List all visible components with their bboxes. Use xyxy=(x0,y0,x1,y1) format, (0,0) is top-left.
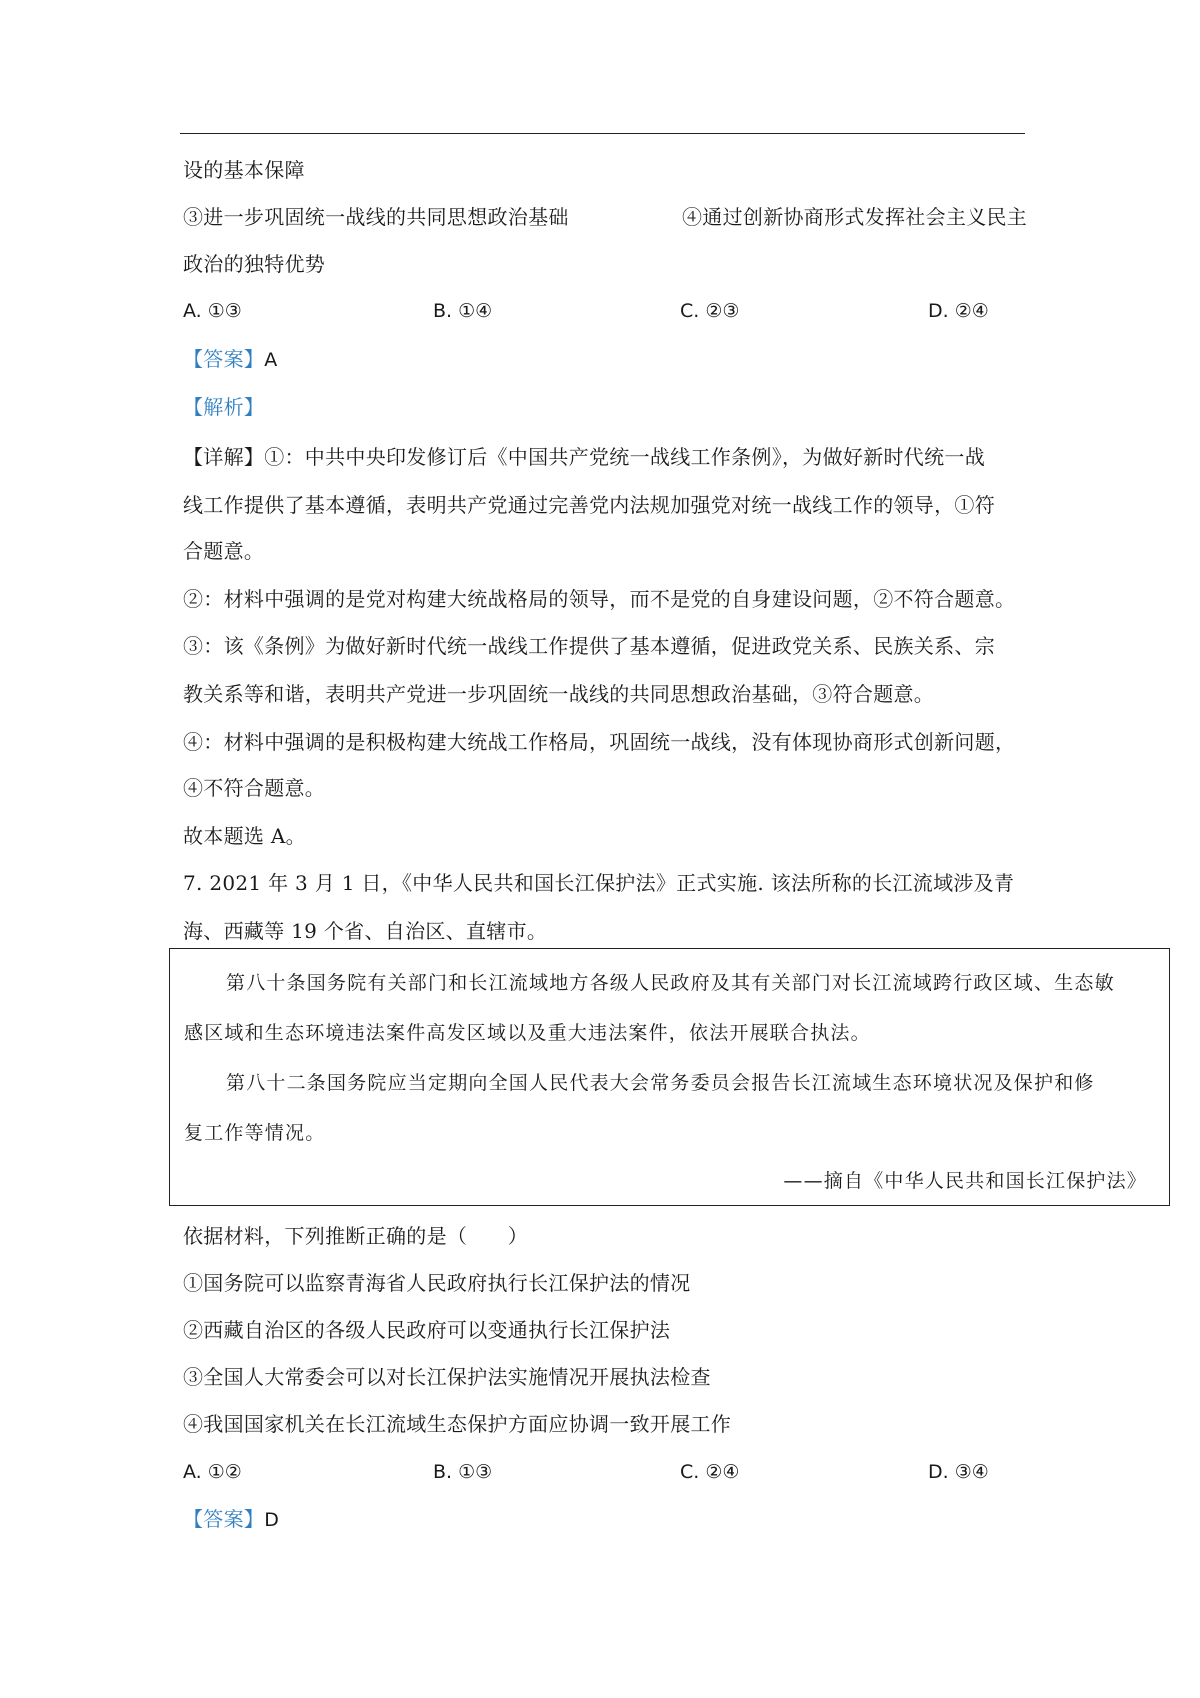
prev-option-3: ③进一步巩固统一战线的共同思想政治基础 xyxy=(183,205,569,229)
answer-tag: 【答案】 xyxy=(183,1507,265,1531)
q7-choice-a: A. ①② xyxy=(183,1461,242,1483)
detail-line-8: ④不符合题意。 xyxy=(183,776,326,800)
prev-choice-c: C. ②③ xyxy=(680,300,740,322)
q7-choice-d: D. ③④ xyxy=(928,1461,989,1483)
detail-line-5: ③：该《条例》为做好新时代统一战线工作提供了基本遵循，促进政党关系、民族关系、宗 xyxy=(183,634,995,658)
prev-choice-d: D. ②④ xyxy=(928,300,989,322)
q7-item-3: ③全国人大常委会可以对长江保护法实施情况开展执法检查 xyxy=(183,1365,711,1389)
detail-line-7: ④：材料中强调的是积极构建大统战工作格局，巩固统一战线，没有体现协商形式创新问题， xyxy=(183,730,1016,754)
q7-item-4: ④我国国家机关在长江流域生态保护方面应协调一致开展工作 xyxy=(183,1412,732,1436)
detail-line-3: 合题意。 xyxy=(183,539,265,563)
q7-stem-line-2: 海、西藏等 19 个省、自治区、直辖市。 xyxy=(183,919,548,943)
answer-value: A xyxy=(264,349,278,371)
prev-option-4-continuation: 政治的独特优势 xyxy=(183,252,326,276)
detail-line-1: 【详解】①：中共中央印发修订后《中国共产党统一战线工作条例》，为做好新时代统一战 xyxy=(183,445,985,469)
prev-choice-a: A. ①③ xyxy=(183,300,242,322)
q7-stem-line-1: 7. 2021 年 3 月 1 日，《中华人民共和国长江保护法》正式实施. 该法所称的长江流域涉及青 xyxy=(183,871,1015,895)
prev-answer xyxy=(183,345,278,374)
excerpt-article-80-line-2: 感区域和生态环境违法案件高发区域以及重大违法案件，依法开展联合执法。 xyxy=(184,1022,871,1044)
detail-line-2: 线工作提供了基本遵循，表明共产党通过完善党内法规加强党对统一战线工作的领导，①符 xyxy=(183,493,995,517)
q7-choice-c: C. ②④ xyxy=(680,1461,740,1483)
excerpt-source: ——摘自《中华人民共和国长江保护法》 xyxy=(783,1170,1147,1192)
excerpt-article-82-line-2: 复工作等情况。 xyxy=(184,1122,326,1144)
analysis-tag: 【解析】 xyxy=(183,395,265,419)
q7-choice-b: B. ①③ xyxy=(433,1461,493,1483)
excerpt-article-80-line-1: 第八十条国务院有关部门和长江流域地方各级人民政府及其有关部门对长江流域跨行政区域、生态敏 xyxy=(226,972,1115,994)
conclusion: 故本题选 A。 xyxy=(183,824,306,848)
detail-line-6: 教关系等和谐，表明共产党进一步巩固统一战线的共同思想政治基础，③符合题意。 xyxy=(183,682,935,706)
q7-item-2: ②西藏自治区的各级人民政府可以变通执行长江保护法 xyxy=(183,1318,671,1342)
prev-option-2-continuation: 设的基本保障 xyxy=(183,158,305,182)
excerpt-article-82-line-1: 第八十二条国务院应当定期向全国人民代表大会常务委员会报告长江流域生态环境状况及保护和修 xyxy=(226,1072,1095,1094)
prev-choice-b: B. ①④ xyxy=(433,300,493,322)
answer-value: D xyxy=(264,1509,280,1531)
answer-tag: 【答案】 xyxy=(183,347,265,371)
header-rule xyxy=(180,133,1025,134)
q7-item-1: ①国务院可以监察青海省人民政府执行长江保护法的情况 xyxy=(183,1271,691,1295)
q7-question: 依据材料，下列推断正确的是（ ） xyxy=(183,1224,529,1248)
detail-line-4: ②：材料中强调的是党对构建大统战格局的领导，而不是党的自身建设问题，②不符合题意。 xyxy=(183,587,1016,611)
prev-option-4: ④通过创新协商形式发挥社会主义民主 xyxy=(682,205,1028,229)
law-excerpt-box xyxy=(169,948,1170,1206)
q7-answer xyxy=(183,1505,279,1534)
